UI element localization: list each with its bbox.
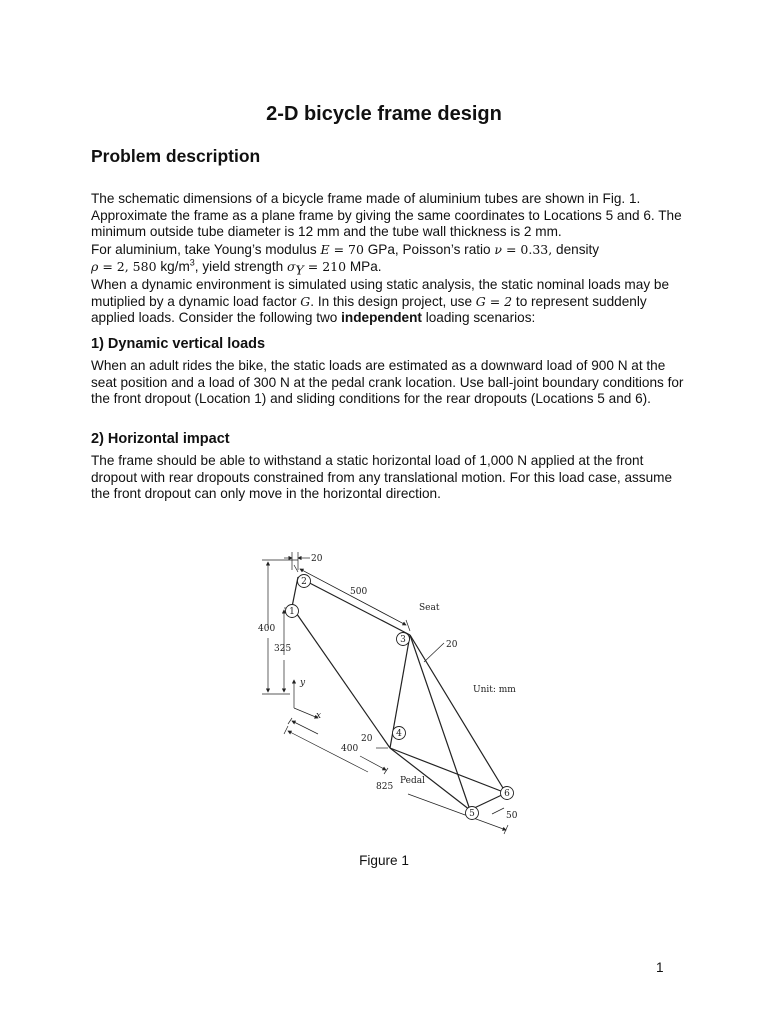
dim-20-lower: 20	[361, 734, 373, 744]
node-label-2: 2	[301, 577, 307, 587]
dim-500: 500	[350, 587, 368, 597]
label-seat: Seat	[419, 603, 440, 613]
label-pedal: Pedal	[400, 776, 425, 786]
figure-caption: Figure 1	[359, 853, 409, 868]
bicycle-frame-figure	[248, 548, 528, 840]
page-number: 1	[656, 960, 664, 975]
node-label-1: 1	[289, 607, 295, 617]
down-tube	[292, 607, 390, 748]
axis-x-label: x	[316, 711, 322, 721]
dim-20-right: 20	[446, 640, 458, 650]
section-heading: Problem description	[91, 146, 261, 166]
node-label-5: 5	[469, 809, 475, 819]
top-tube	[298, 577, 410, 635]
scenario-2-text: The frame should be able to withstand a static horizontal load of 1,000 N applied at the front dropout with rear dropouts constrained from any translational motion. For this load case, assume the front dropout can only move in the horizontal direction.	[91, 453, 673, 501]
scenario-1-text: When an adult rides the bike, the static loads are estimated as a downward load of 900 N at the seat position and a load of 300 N at the pedal crank location. Use ball-joint boundary conditions for the front dropout (Location 1) and sliding conditions for the rear dropouts (Locations 5 and 6).	[91, 358, 684, 406]
document-title: 2-D bicycle frame design	[266, 103, 502, 125]
scenario-2-heading: 2) Horizontal impact	[91, 431, 230, 447]
dim-50: 50	[506, 811, 518, 821]
chain-stay-6	[390, 748, 506, 793]
dim-400-left: 400	[258, 624, 276, 634]
intro-paragraph-3: When a dynamic environment is simulated using static analysis, the static nominal loads may be mutiplied by a dynamic load factor G. In this design project, use G = 2 to represent suddenly applied loads. Consider the following two independent loading scenarios:	[91, 277, 670, 325]
dim-20-top: 20	[311, 554, 323, 564]
node-label-3: 3	[400, 635, 406, 645]
node-label-6: 6	[504, 789, 510, 799]
axis-y-label: y	[300, 678, 306, 688]
dim-400-bottom: 400	[341, 744, 359, 754]
scenario-1-heading: 1) Dynamic vertical loads	[91, 336, 266, 352]
dim-825: 825	[376, 782, 394, 792]
label-unit: Unit: mm	[473, 685, 516, 695]
node-label-4: 4	[396, 729, 402, 739]
intro-paragraph-1: The schematic dimensions of a bicycle frame made of aluminium tubes are shown in Fig. 1. Approximate the frame as a plane frame by giving the same coordinates to Locations 5 and 6. The minimum outside tube diameter is 12 mm and the tube wall thickness is 2 mm.	[91, 191, 682, 239]
dim-325: 325	[274, 644, 292, 654]
intro-paragraph-2: For aluminium, take Young’s modulus E = 70 GPa, Poisson’s ratio ν = 0.33, density ρ = 2, 580 $kg/m^3$, yield strength $\sigma_Y = 210$ MPa.	[91, 242, 600, 278]
seat-stay-6	[410, 635, 506, 793]
